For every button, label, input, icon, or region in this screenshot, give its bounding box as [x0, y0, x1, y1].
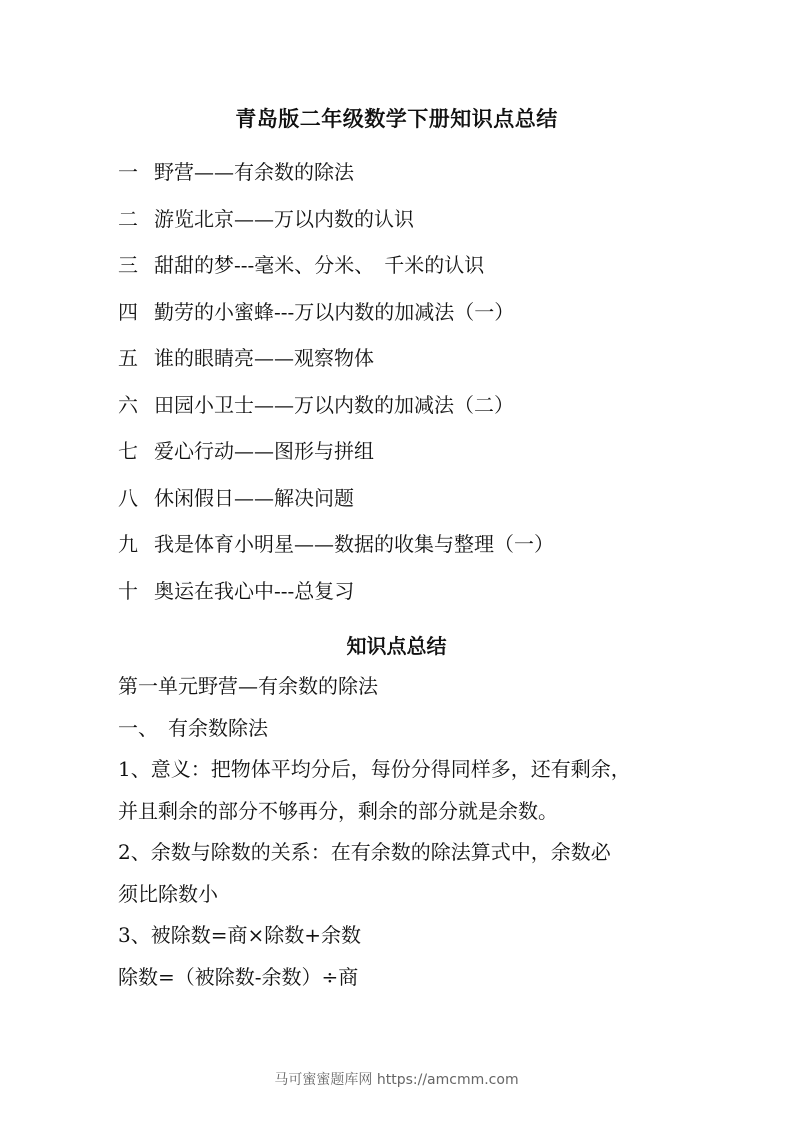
toc-item — [118, 249, 738, 296]
toc-text: 我是体育小明星——数据的收集与整理（一） — [154, 532, 554, 556]
toc-item — [118, 435, 738, 482]
toc-item — [118, 342, 738, 389]
toc-text: 田园小卫士——万以内数的加减法（二） — [154, 392, 514, 417]
toc-text: 奥运在我心中---总复习 — [154, 578, 355, 603]
toc-number: 一 — [118, 160, 138, 184]
footer-watermark: 马可蜜蜜题库网 https://amcmm.com — [274, 1072, 519, 1088]
toc-item — [118, 156, 738, 203]
toc-text: 谁的眼睛亮——观察物体 — [154, 346, 374, 370]
toc-item — [118, 482, 738, 529]
unit-heading: 第一单元野营—有余数的除法 — [118, 674, 378, 698]
subsection-heading: 一、 有余数除法 — [118, 715, 268, 740]
toc-number: 八 — [118, 485, 138, 510]
toc-number: 九 — [118, 532, 138, 556]
toc-text: 爱心行动——图形与拼组 — [154, 439, 374, 463]
paragraph-line: 须比除数小 — [118, 881, 218, 906]
toc-number: 五 — [118, 346, 138, 370]
toc-number: 六 — [118, 392, 138, 417]
toc-text: 勤劳的小蜜蜂---万以内数的加减法（一） — [154, 299, 515, 324]
toc-number: 十 — [118, 578, 138, 603]
section-title: 知识点总结 — [346, 634, 447, 658]
toc-item — [118, 389, 738, 436]
document-title: 青岛版二年级数学下册知识点总结 — [235, 106, 558, 131]
toc-item — [118, 528, 738, 575]
toc-number: 三 — [118, 253, 138, 277]
table-of-contents — [118, 156, 738, 621]
toc-text: 野营——有余数的除法 — [154, 160, 354, 184]
body-text — [118, 670, 678, 1002]
formula-line: 除数=（被除数-余数）÷商 — [118, 964, 359, 989]
toc-item — [118, 575, 738, 622]
formula-line: 3、被除数=商×除数+余数 — [118, 923, 361, 947]
paragraph-line: 1、意义：把物体平均分后，每份分得同样多，还有剩余， — [118, 757, 631, 781]
toc-text: 甜甜的梦---毫米、分米、 千米的认识 — [154, 253, 485, 277]
paragraph-line: 2、余数与除数的关系：在有余数的除法算式中，余数必 — [118, 840, 611, 864]
toc-item — [118, 203, 738, 250]
paragraph-line: 并且剩余的部分不够再分，剩余的部分就是余数。 — [118, 798, 558, 823]
toc-number: 二 — [118, 206, 138, 231]
toc-number: 七 — [118, 439, 138, 463]
toc-text: 游览北京——万以内数的认识 — [154, 206, 414, 231]
toc-number: 四 — [118, 299, 138, 324]
toc-item — [118, 296, 738, 343]
toc-text: 休闲假日——解决问题 — [154, 485, 354, 510]
